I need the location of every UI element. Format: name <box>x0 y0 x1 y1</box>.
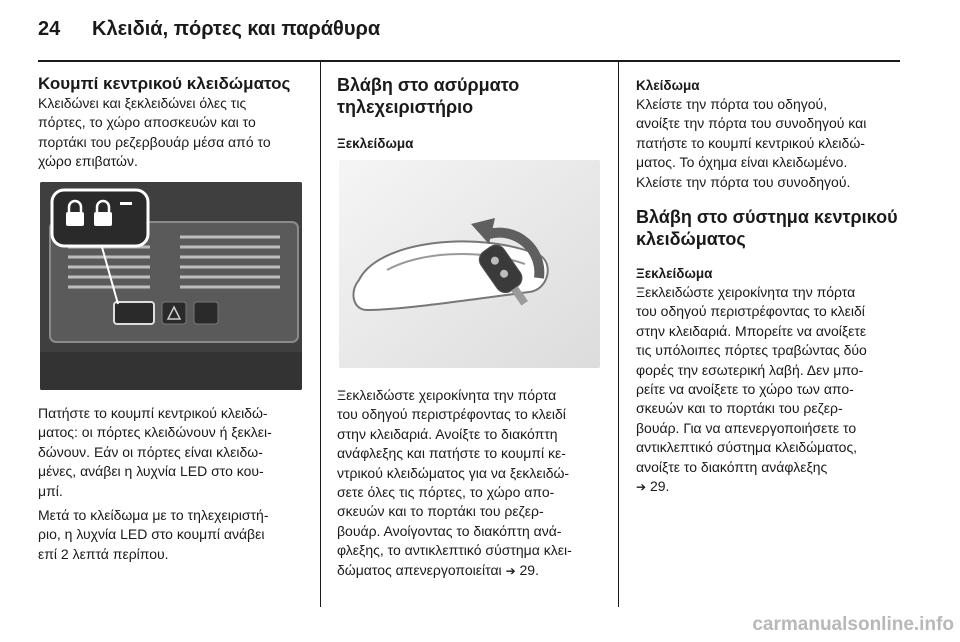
subsection-heading: Κλείδωμα <box>636 78 700 93</box>
door-key-figure <box>339 160 600 368</box>
arrow-ref-icon: ➔ <box>505 563 516 578</box>
central-lock-button-figure <box>40 182 302 390</box>
door-handle-key-illustration <box>339 160 600 368</box>
paragraph: Μετά το κλείδωμα με το τηλεχειριστή- ριο, η λυχνία LED στο κουμπί ανάβει επί 2 λεπτά περίπου. <box>38 507 269 562</box>
section-heading: Κουμπί κεντρικού κλειδώματος <box>38 74 291 93</box>
section-heading: Βλάβη στο σύστημα κεντρικού κλειδώματος <box>636 207 898 250</box>
paragraph: Κλείστε την πόρτα του οδηγού, ανοίξτε την πόρτα του συνοδηγού και πατήστε το κουμπί κεντρικού κλειδώ- ματος. Το όχημα είναι κλειδωμένο. Κλείστε την πόρτα του συνοδηγού. <box>636 96 867 190</box>
column-2-lower <box>337 386 605 581</box>
column-3 <box>636 62 904 498</box>
intro-text: Κλειδώνει και ξεκλειδώνει όλες τις πόρτες, το χώρο αποσκευών και το πορτάκι του ρεζερβουάρ μέσα από το χώρο επιβατών. <box>38 95 271 170</box>
column-2 <box>337 62 605 153</box>
subsection-heading: Ξεκλείδωμα <box>636 266 713 282</box>
paragraph: Πατήστε το κουμπί κεντρικού κλειδώ- ματος: οι πόρτες κλειδώνουν ή ξεκλει- δώνουν. Εάν οι πόρτες είναι κλειδω- μένες, ανάβει η λυχνία LED στο κου- μπί. <box>38 405 272 499</box>
column-divider <box>320 62 321 607</box>
arrow-ref-icon: ➔ <box>636 480 647 495</box>
page-reference[interactable]: 29. <box>519 561 539 578</box>
page-number: 24 <box>38 18 61 40</box>
paragraph <box>337 386 605 581</box>
page-reference[interactable]: 29. <box>649 478 670 495</box>
section-heading: Βλάβη στο ασύρματο τηλεχειριστήριο <box>337 75 520 117</box>
column-1 <box>38 62 306 172</box>
paragraph-text: Ξεκλειδώστε χειροκίνητα την πόρτα του οδηγού περιστρέφοντας το κλειδί στην κλειδαριά. Μπορείτε να ανοίξετε τις υπόλοιπες πόρτες τραβώντας δύο φορές την εσωτερική λαβή. Δεν μπο- ρείτε να ανοίξετε το χώρο των απο- σκευών και το πορτάκι του ρεζερ- βουάρ. Για να απενεργοποιήσετε το αντικλεπτικό σύστημα κλειδώματος, ανοίξτε το διακόπτη ανάφλεξης <box>636 284 867 475</box>
column-divider <box>618 62 619 607</box>
dashboard-vents-illustration <box>40 182 302 390</box>
paragraph <box>636 283 904 497</box>
watermark: carmanualsonline.info <box>752 614 954 635</box>
column-1-lower <box>38 404 306 564</box>
page-title: Κλειδιά, πόρτες και παράθυρα <box>92 18 381 40</box>
paragraph-text: Ξεκλειδώστε χειροκίνητα την πόρτα του οδηγού περιστρέφοντας το κλειδί στην κλειδαριά. Ανοίξτε το διακόπτη ανάφλεξης και πατήστε το κουμπί κε- ντρικού κλειδώματος για να ξεκλειδώ- σετε όλες τις πόρτες, το χώρο απο- σκευών και το πορτάκι του ρεζερ- βουάρ. Ανοίγοντας το διακόπτη ανά- φλεξης, το αντικλεπτικό σύστημα κλει- δώματος απενεργοποιείται <box>337 387 572 578</box>
subsection-heading: Ξεκλείδωμα <box>337 136 414 151</box>
page-header <box>38 18 900 48</box>
